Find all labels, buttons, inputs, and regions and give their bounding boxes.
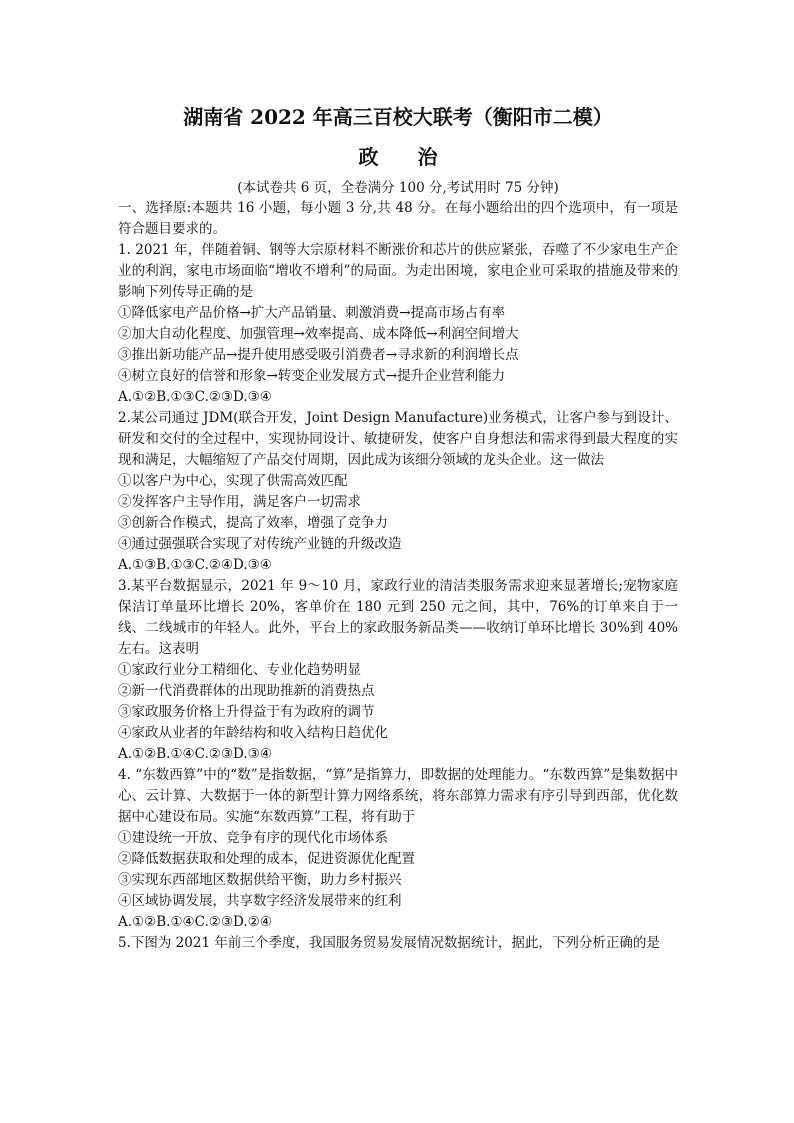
option-item: ③实现东西部地区数据供给平衡，助力乡村振兴	[118, 872, 402, 888]
option-item: ④通过强强联合实现了对传统产业链的升级改造	[118, 536, 402, 552]
question-1	[118, 240, 678, 408]
subject-title: 政 治	[358, 145, 454, 169]
option-item: ④树立良好的信誉和形象→转变企业发展方式→提升企业营利能力	[118, 368, 506, 384]
option-item: ③创新合作模式，提高了效率，增强了竞争力	[118, 515, 388, 531]
answer-choices: A.①②B.①③C.②③D.③④	[118, 389, 272, 405]
option-item: ①降低家电产品价格→扩大产品销量、刺激消费→提高市场占有率	[118, 305, 506, 321]
option-item: ③家政服务价格上升得益于有为政府的调节	[118, 704, 375, 720]
exam-title: 湖南省 2022 年高三百校大联考（衡阳市二模）	[183, 105, 613, 129]
question-stem: 4. “东数西算”中的“数”是指数据，“算”是指算力，即数据的处理能力。“东数西算”是集数据中心、云计算、大数据于一体的新型计算力网络系统，将东部算力需求有序引导到西部，优化数据中心建设布局。实施“东数西算”工程，将有助于	[118, 767, 678, 825]
option-item: ④区域协调发展，共享数字经济发展带来的红利	[118, 893, 402, 909]
question-stem: 3.某平台数据显示，2021 年 9～10 月，家政行业的清洁类服务需求迎来显著增长;宠物家庭保洁订单量环比增长 20%，客单价在 180 元到 250 元之间，其中，76%的订单来自于一线、二线城市的年轻人。此外，平台上的家政服务新品类——收纳订单环比增长 30%到 40%左右。这表明	[118, 578, 678, 657]
option-item: ②新一代消费群体的出现助推新的消费热点	[118, 683, 375, 699]
question-stem: 1. 2021 年，伴随着铜、钢等大宗原材料不断涨价和芯片的供应紧张，吞噬了不少家电生产企业的利润，家电市场面临“增收不增利”的局面。为走出困境，家电企业可采取的措施及带来的影响下列传导正确的是	[118, 242, 678, 300]
question-2	[118, 408, 678, 576]
question-stem: 2.某公司通过 JDM(联合开发，Joint Design Manufacture)业务模式，让客户参与到设计、研发和交付的全过程中，实现协同设计、敏捷研发，使客户自身想法和需求得到最大程度的实现和满足，大幅缩短了产品交付周期，因此成为该细分领域的龙头企业。这一做法	[118, 410, 678, 468]
question-3	[118, 576, 678, 765]
option-item: ②发挥客户主导作用，满足客户一切需求	[118, 494, 361, 510]
answer-choices: A.①②B.①④C.②③D.③④	[118, 746, 272, 762]
answer-choices: A.①②B.①④C.②③D.②④	[118, 914, 272, 930]
option-item: ①以客户为中心，实现了供需高效匹配	[118, 473, 348, 489]
question-stem: 5.下图为 2021 年前三个季度，我国服务贸易发展情况数据统计，据此，下列分析正确的是	[118, 935, 660, 951]
option-item: ②降低数据获取和处理的成本，促进资源优化配置	[118, 851, 415, 867]
exam-note: (本试卷共 6 页，全卷满分 100 分,考试用时 75 分钟)	[237, 180, 559, 196]
question-5	[118, 933, 678, 954]
question-4	[118, 765, 678, 933]
option-item: ①建设统一开放、竞争有序的现代化市场体系	[118, 830, 388, 846]
section-instruction: 一、选择原:本题共 16 小题，每小题 3 分,共 48 分。在每小题给出的四个选项中，有一项是符合题目要求的。	[118, 200, 678, 237]
answer-choices: A.①③B.①③C.②④D.③④	[118, 557, 272, 573]
option-item: ②加大自动化程度、加强管理→效率提高、成本降低→利润空间增大	[118, 326, 519, 342]
option-item: ①家政行业分工精细化、专业化趋势明显	[118, 662, 361, 678]
option-item: ④家政从业者的年龄结构和收入结构日趋优化	[118, 725, 388, 741]
option-item: ③推出新功能产品→提升使用感受吸引消费者→寻求新的利润增长点	[118, 347, 519, 363]
